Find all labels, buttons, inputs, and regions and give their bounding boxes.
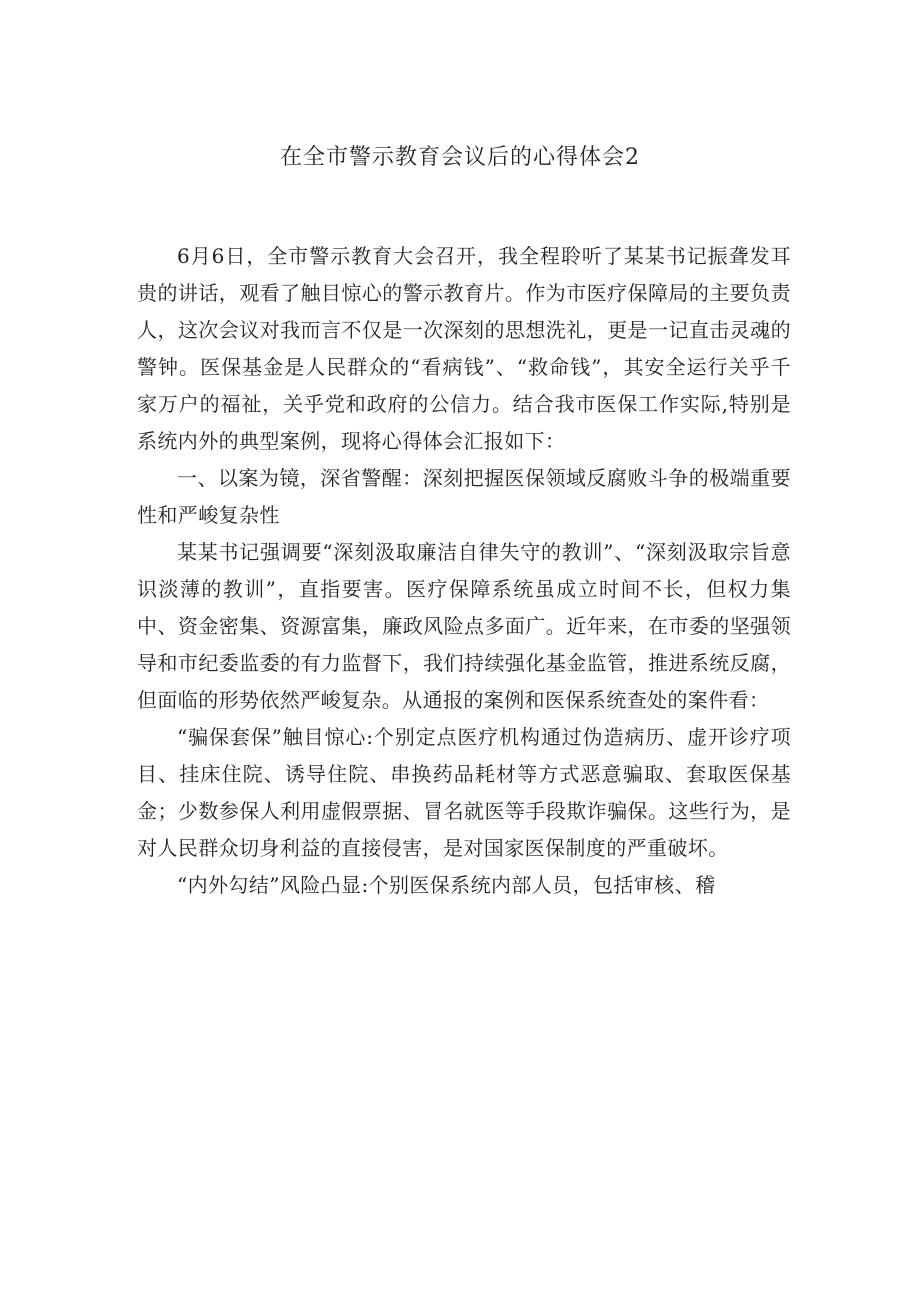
paragraph-fraud: “骗保套保”触目惊心:个别定点医疗机构通过伪造病历、虚开诊疗项目、挂床住院、诱导住院、串换药品耗材等方式恶意骗取、套取医保基金；少数参保人利用虚假票据、冒名就医等手段欺诈骗保。这些行为，是对人民群众切身利益的直接侵害，是对国家医保制度的严重破坏。 bbox=[137, 725, 791, 860]
section-heading-1: 一、以案为镜，深省警醒：深刻把握医保领域反腐败斗争的极端重要性和严峻复杂性 bbox=[137, 466, 791, 527]
paragraph-situation: 某某书记强调要“深刻汲取廉洁自律失守的教训”、“深刻汲取宗旨意识淡薄的教训”，直指要害。医疗保障系统虽成立时间不长，但权力集中、资金密集、资源富集，廉政风险点多面广。近年来，在市委的坚强领导和市纪委监委的有力监督下，我们持续强化基金监管，推进系统反腐，但面临的形势依然严峻复杂。从通报的案例和医保系统查处的案件看： bbox=[137, 540, 791, 712]
document-body bbox=[137, 238, 791, 904]
paragraph-collusion: “内外勾结”风险凸显:个别医保系统内部人员，包括审核、稽 bbox=[177, 873, 716, 897]
paragraph-intro: 6月6日，全市警示教育大会召开，我全程聆听了某某书记振聋发耳贵的讲话，观看了触目惊心的警示教育片。作为市医疗保障局的主要负责人，这次会议对我而言不仅是一次深刻的思想洗礼，更是一记直击灵魂的警钟。医保基金是人民群众的“看病钱”、“救命钱”，其安全运行关乎千家万户的福祉，关乎党和政府的公信力。结合我市医保工作实际,特别是系统内外的典型案例，现将心得体会汇报如下： bbox=[137, 244, 791, 453]
document-title: 在全市警示教育会议后的心得体会2 bbox=[280, 145, 640, 170]
